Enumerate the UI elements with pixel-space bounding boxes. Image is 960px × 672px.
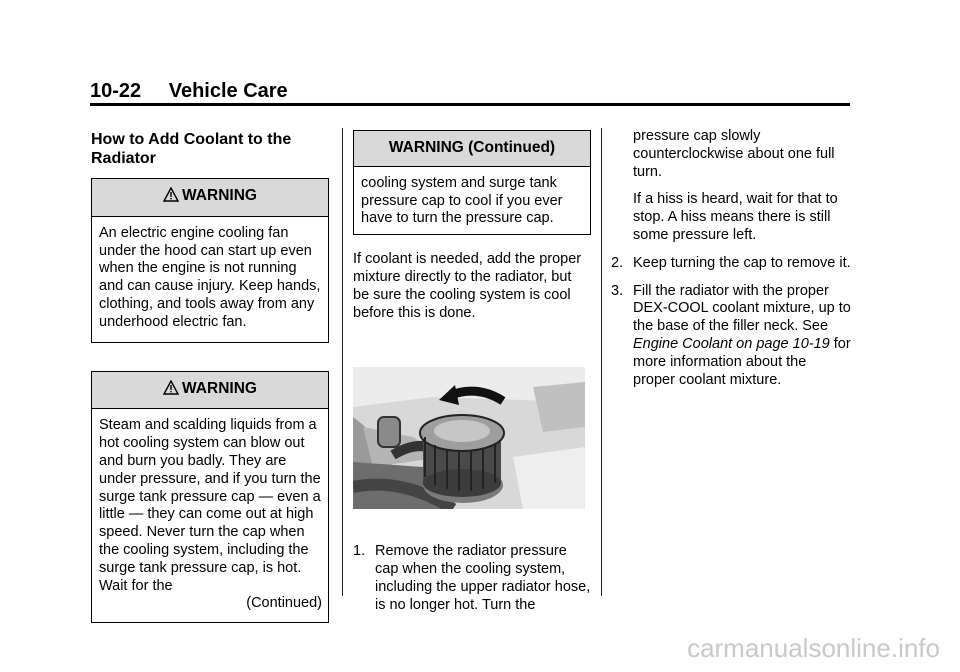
column-2 xyxy=(353,118,591,615)
step-text xyxy=(629,283,851,390)
section-title: Vehicle Care xyxy=(168,80,288,102)
cross-reference-link[interactable]: Engine Coolant on page 10-19 xyxy=(633,335,830,352)
column-divider-1 xyxy=(342,128,343,596)
step-text-a: Fill the radiator with the proper DEX-COOL coolant mixture, up to the base of the filler neck. See xyxy=(633,282,851,335)
column-3 xyxy=(611,128,851,389)
warning-header: WARNING (Continued) xyxy=(354,131,590,167)
watermark: carmanualsonline.info xyxy=(687,633,940,663)
page-number: 10-22 xyxy=(90,80,142,102)
warning-box-continued xyxy=(353,130,591,235)
warning-text: cooling system and surge tank pressure cap to cool if you ever have to turn the pressure cap. xyxy=(361,174,563,227)
column-divider-2 xyxy=(601,128,602,596)
warning-body xyxy=(92,409,328,622)
warning-text: Steam and scalding liquids from a hot cooling system can blow out and burn you badly. They are under pressure, and if you turn the surge tank pressure cap — even a little — they can come out at high speed. Never turn the cap when the cooling system, including the surge tank pressure cap, is hot. Wait for the xyxy=(99,417,321,594)
step-1-hiss-note: If a hiss is heard, wait for that to stop. A hiss means there is still some pressure left. xyxy=(633,191,838,243)
coolant-paragraph: If coolant is needed, add the proper mixture directly to the radiator, but be sure the cooling system is cool before this is done. xyxy=(353,251,582,321)
continued-label: (Continued) xyxy=(246,595,322,612)
step-number: 1. xyxy=(353,543,366,560)
step-3 xyxy=(611,283,851,390)
warning-title: WARNING xyxy=(182,187,257,204)
step-number: 3. xyxy=(611,282,624,299)
warning-box-fan xyxy=(91,178,329,343)
warning-icon xyxy=(163,187,179,207)
warning-box-steam xyxy=(91,371,329,624)
warning-icon xyxy=(163,380,179,400)
header-rule xyxy=(90,103,850,106)
warning-header xyxy=(92,179,328,217)
page-header xyxy=(90,80,288,103)
section-heading: How to Add Coolant to the Radiator xyxy=(91,131,292,167)
step-1-continued: pressure cap slowly counterclockwise about one full turn. xyxy=(633,128,835,180)
step-text-b: for more information about the proper coolant mixture. xyxy=(633,335,851,388)
column-1 xyxy=(91,118,329,623)
warning-text: An electric engine cooling fan under the hood can start up even when the engine is not running and can cause injury. Keep hands, clothing, and tools away from any underhood electric fan. xyxy=(99,224,321,330)
step-2 xyxy=(611,255,851,273)
step-text: Remove the radiator pressure cap when the cooling system, including the upper radiator hose, is no longer hot. Turn the xyxy=(375,543,591,613)
warning-header xyxy=(92,372,328,410)
step-1 xyxy=(353,543,591,614)
step-number: 2. xyxy=(611,254,624,271)
radiator-cap-illustration xyxy=(353,367,585,509)
warning-title: WARNING xyxy=(182,379,257,397)
step-text: Keep turning the cap to remove it. xyxy=(633,254,851,271)
